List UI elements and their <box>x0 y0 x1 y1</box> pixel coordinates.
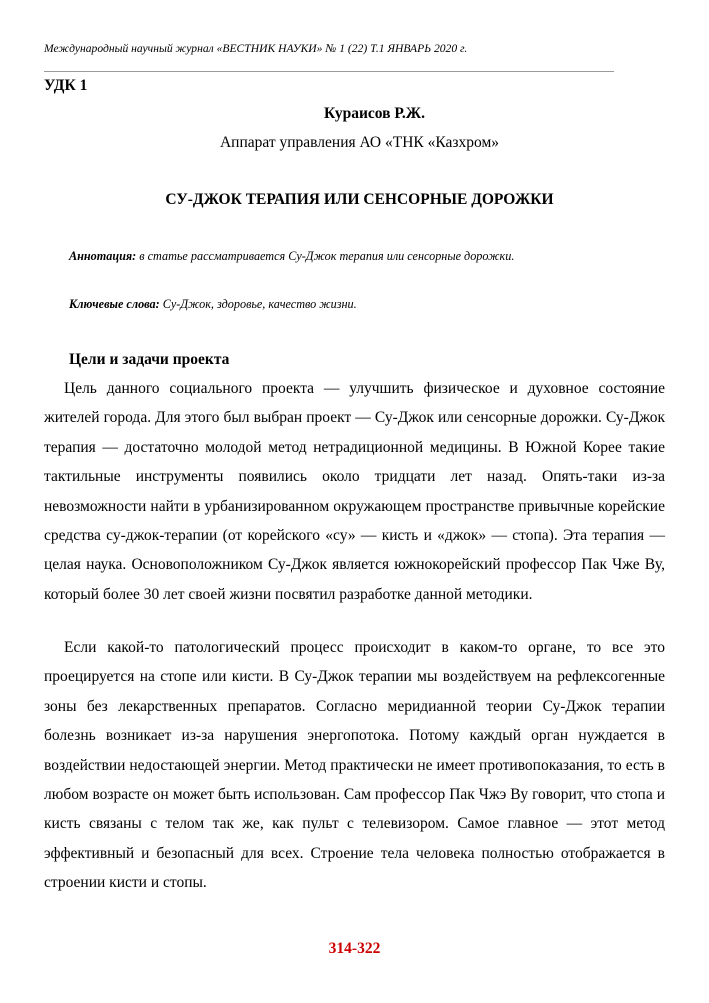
abstract-text: в статье рассматривается Су-Джок терапия или сенсорные дорожки. <box>136 249 515 263</box>
author-name: Кураисов Р.Ж. <box>324 105 425 122</box>
abstract <box>69 249 679 264</box>
author-affiliation: Аппарат управления АО «ТНК «Казхром» <box>219 134 500 151</box>
abstract-label: Аннотация: <box>69 249 137 263</box>
article-title: СУ-ДЖОК ТЕРАПИЯ ИЛИ СЕНСОРНЫЕ ДОРОЖКИ <box>165 191 554 208</box>
keywords-label: Ключевые слова: <box>69 297 160 311</box>
section-heading: Цели и задачи проекта <box>69 351 230 368</box>
body-paragraph: Цель данного социального проекта — улучшить физическое и духовное состояние жителей города. Для этого был выбран проект — Су-Джок или сенсорные дорожки. Су-Джок терапия — достаточно молодой метод нетрадиционной медицины. В Южной Корее такие тактильные инструменты появились около тридцати лет назад. Опять-таки из-за невозможности найти в урбанизированном окружающем пространстве привычные корейские средства су-джок-терапии (от корейского «су» — кисть и «джок» — стопа). Эта терапия — целая наука. Основоположником Су-Джок является южнокорейский профессор Пак Чже Ву, который более 30 лет своей жизни посвятил разработке данной методики. <box>44 380 665 603</box>
udk-code: УДК 1 <box>44 77 88 94</box>
keywords-text: Су-Джок, здоровье, качество жизни. <box>159 297 357 311</box>
keywords <box>69 297 679 312</box>
journal-header: Международный научный журнал «ВЕСТНИК НАУКИ» № 1 (22) Т.1 ЯНВАРЬ 2020 г. <box>44 42 468 55</box>
page-number: 314-322 <box>328 940 381 957</box>
header-divider <box>44 71 614 72</box>
body-paragraph: Если какой-то патологический процесс происходит в каком-то органе, то все это проецируется на стопе или кисти. В Су-Джок терапии мы воздействуем на рефлексогенные зоны без лекарственных препаратов. Согласно меридианной теории Су-Джок терапии болезнь возникает из-за нарушения энергопотока. Потому каждый орган нуждается в воздействии недостающей энергии. Метод практически не имеет противопоказания, то есть в любом возрасте он может быть использован. Сам профессор Пак Чжэ Ву говорит, что стопа и кисть связаны с телом так же, как пульт с телевизором. Самое главное — этот метод эффективный и безопасный для всех. Строение тела человека полностью отображается в строении кисти и стопы. <box>44 639 665 892</box>
